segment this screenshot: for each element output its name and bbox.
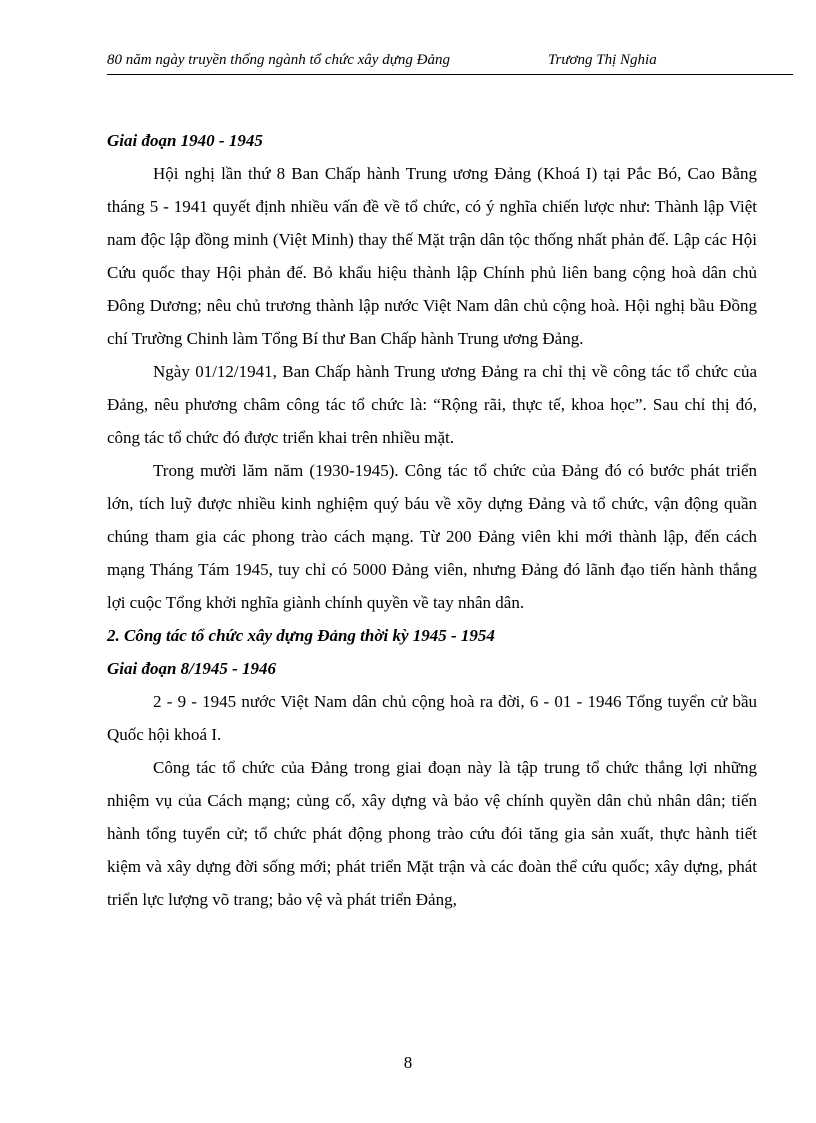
section-heading-1945-1954: 2. Công tác tổ chức xây dựng Đảng thời kỳ 1945 - 1954: [107, 626, 495, 645]
section-heading-1940-1945: Giai đoạn 1940 - 1945: [107, 131, 263, 150]
header-author: Trương Thị Nghia: [548, 52, 657, 68]
paragraph: Hội nghị lần thứ 8 Ban Chấp hành Trung ương Đảng (Khoá I) tại Pắc Bó, Cao Bằng tháng 5 - 1941 quyết định nhiều vấn đề về tổ chức, có ý nghĩa chiến lược như: Thành lập Việt nam độc lập đồng minh (Việt Minh) thay thế Mặt trận dân tộc thống nhất phản đế. Lập các Hội Cứu quốc thay Hội phản đế. Bỏ khẩu hiệu thành lập Chính phủ liên bang cộng hoà dân chủ Đông Dương; nêu chủ trương thành lập nước Việt Nam dân chủ cộng hoà. Hội nghị bầu Đồng chí Trường Chinh làm Tổng Bí thư Ban Chấp hành Trung ương Đảng.: [107, 164, 757, 348]
paragraph: Trong mười lăm năm (1930-1945). Công tác tổ chức của Đảng đó có bước phát triển lớn, tích luỹ được nhiều kinh nghiệm quý báu về xõy dựng Đảng và tổ chức, vận động quần chúng tham gia các phong trào cách mạng. Từ 200 Đảng viên khi mới thành lập, đến cách mạng Tháng Tám 1945, tuy chỉ có 5000 Đảng viên, nhưng Đảng đó lãnh đạo tiến hành thắng lợi cuộc Tổng khởi nghĩa giành chính quyền về tay nhân dân.: [107, 461, 757, 612]
page-number: 8: [403, 1053, 413, 1072]
header-title: 80 năm ngày truyền thống ngành tổ chức xây dựng Đảng: [107, 52, 450, 68]
page-body: [107, 124, 757, 916]
page-header: [107, 52, 793, 75]
paragraph: 2 - 9 - 1945 nước Việt Nam dân chủ cộng hoà ra đời, 6 - 01 - 1946 Tổng tuyển cử bầu Quốc hội khoá I.: [107, 692, 757, 744]
paragraph: Công tác tổ chức của Đảng trong giai đoạn này là tập trung tổ chức thắng lợi những nhiệm vụ của Cách mạng; củng cố, xây dựng và bảo vệ chính quyền dân chủ nhân dân; tiến hành tổng tuyển cử; tổ chức phát động phong trào cứu đói tăng gia sản xuất, thực hành tiết kiệm và xây dựng đời sống mới; phát triển Mặt trận và các đoàn thể cứu quốc; xây dựng, phát triển lực lượng võ trang; bảo vệ và phát triển Đảng,: [107, 758, 757, 909]
paragraph: Ngày 01/12/1941, Ban Chấp hành Trung ương Đảng ra chỉ thị về công tác tổ chức của Đảng, nêu phương châm công tác tổ chức là: “Rộng rãi, thực tế, khoa học”. Sau chỉ thị đó, công tác tổ chức đó được triển khai trên nhiều mặt.: [107, 362, 757, 447]
section-heading-1945-1946: Giai đoạn 8/1945 - 1946: [107, 659, 277, 678]
